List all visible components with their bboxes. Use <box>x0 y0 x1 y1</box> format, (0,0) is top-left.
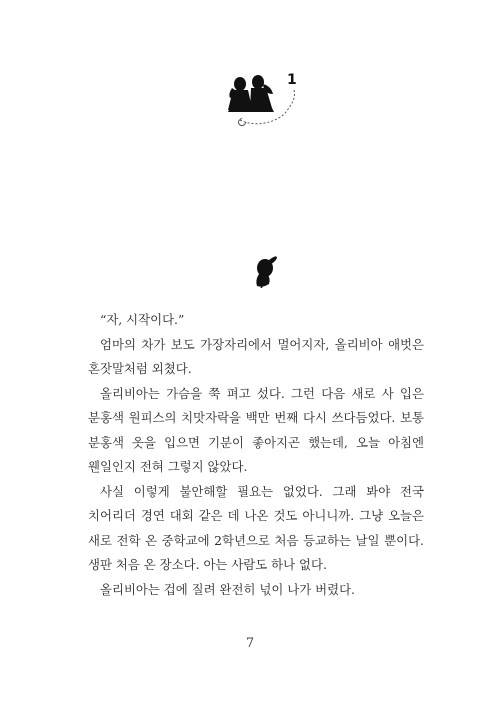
story-body <box>88 308 424 602</box>
page-number: 7 <box>245 636 255 651</box>
paragraph: “자, 시작이다.” <box>100 312 185 327</box>
ponytail-silhouette-icon <box>252 252 278 288</box>
two-girls-sitting-icon <box>226 68 316 130</box>
paragraph: 올리비아는 겁에 질려 완전히 넋이 나가 버렸다. <box>100 581 355 597</box>
paragraph: 사실 이렇게 불안해할 필요는 없었다. 그래 봐야 전국 치어리더 경연 대회 같은 데 나온 것도 아니니까. 그냥 오늘은 새로 전학 온 중학교에 2학년으로 처음 등교하는 날일 뿐이다. 생판 처음 온 장소다. 아는 사람도 하나 없다. <box>88 483 424 572</box>
chapter-illustration <box>226 68 316 130</box>
section-mark <box>252 252 278 288</box>
paragraph: 올리비아는 가슴을 쭉 펴고 섰다. 그런 다음 새로 사 입은 분홍색 원피스의 치맛자락을 백만 번째 다시 쓰다듬었다. 보통 분홍색 옷을 입으면 기분이 좋아지곤 했는데, 오늘 아침엔 웬일인지 전혀 그렇지 않았다. <box>88 385 424 474</box>
paragraph: 엄마의 차가 보도 가장자리에서 멀어지자, 올리비아 애벗은 혼잣말처럼 외쳤다. <box>88 336 424 376</box>
chapter-number: 1 <box>287 72 297 88</box>
